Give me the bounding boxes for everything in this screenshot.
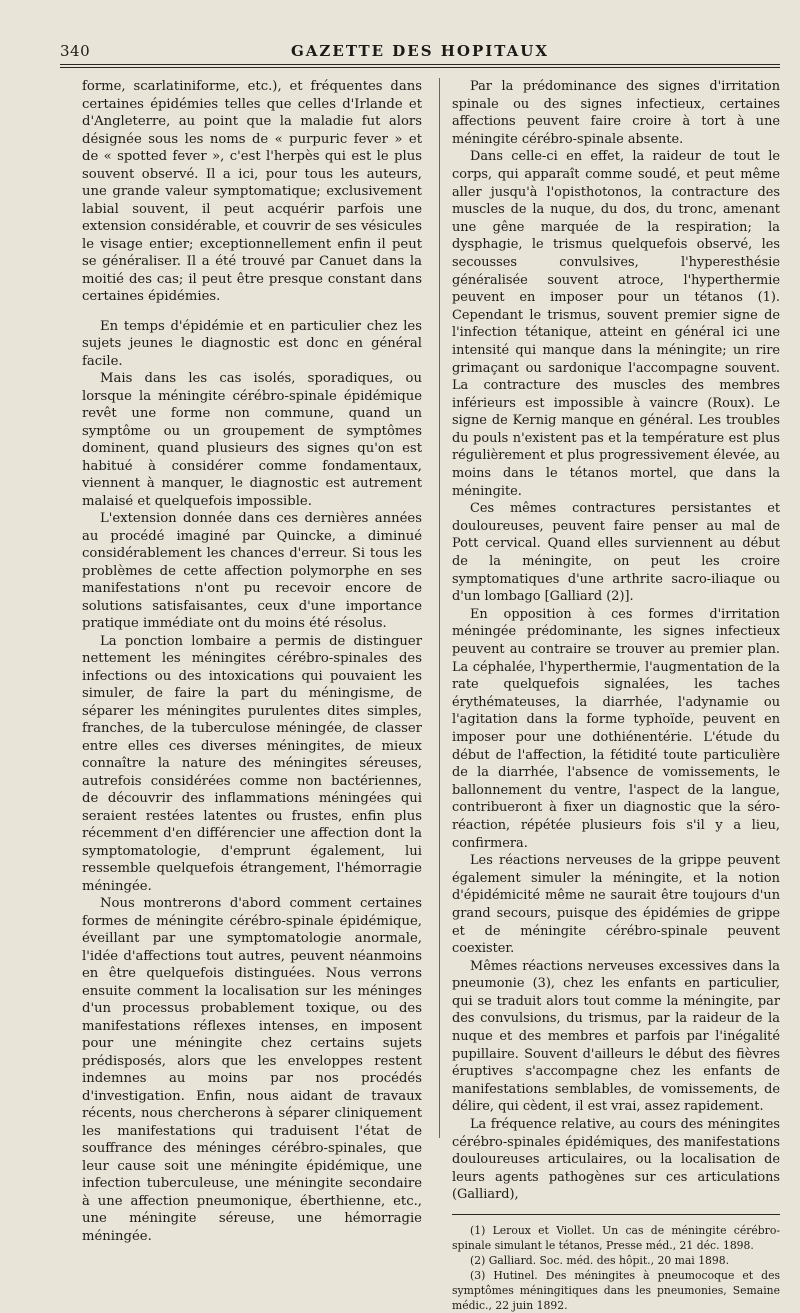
running-title: GAZETTE DES HOPITAUX bbox=[290, 42, 549, 60]
header-rule bbox=[60, 64, 780, 65]
footnote: (1) Leroux et Viollet. Un cas de méningite cérébro-spinale simulant le tétanos, Presse méd., 21 déc. 1898. bbox=[452, 1224, 780, 1252]
paragraph: En temps d'épidémie et en particulier chez les sujets jeunes le diagnostic est donc en général facile. bbox=[82, 318, 422, 369]
paragraph: Mêmes réactions nerveuses excessives dans la pneumonie (3), chez les enfants en particulier, qui se traduit alors tout comme la méningite, par des convulsions, du trismus, par la raideur de la nuque et des membres et parfois par l'inégalité pupillaire. Souvent d'ailleurs le début des fièvres éruptives s'accompagne chez les enfants de manifestations semblables, de vomissements, de délire, qui cèdent, il est vrai, assez rapidement. bbox=[452, 958, 780, 1115]
paragraph: Mais dans les cas isolés, sporadiques, ou lorsque la méningite cérébro-spinale épidémique revêt une forme non commune, quand un symptôme ou un groupement de symptômes dominent, quand plusieurs des signes qu'on est habitué à considérer comme fondamentaux, viennent à manquer, le diagnostic est autrement malaisé et quelquefois impossible. bbox=[82, 371, 422, 509]
footnote: (3) Hutinel. Des méningites à pneumocoque et des symptômes méningitiques dans les pneumonies, Semaine médic., 22 juin 1892. bbox=[452, 1269, 780, 1312]
footnote: (2) Galliard. Soc. méd. des hôpit., 20 mai 1898. bbox=[470, 1254, 730, 1267]
paragraph: L'extension donnée dans ces dernières années au procédé imaginé par Quincke, a diminué considérablement les chances d'erreur. Si tous les problèmes de cette affection polymorphe en ses manifestations n'ont pu recevoir encore de solutions satisfaisantes, ceux d'une importance pratique immédiate ont du moins été résolus. bbox=[82, 511, 422, 631]
running-header bbox=[60, 40, 780, 64]
left-column bbox=[82, 78, 422, 1245]
paragraph: La ponction lombaire a permis de distinguer nettement les méningites cérébro-spinales des infections ou des intoxications qui pouvaient les simuler, de faire la part du méningisme, de séparer les méningites purulentes dites simples, franches, de la tuberculose méningée, de classer entre elles ces diverses méningites, de mieux connaître la nature des méningites séreuses, autrefois considérées comme non bactériennes, de découvrir des inflammations méningées qui seraient restées latentes ou frustes, enfin plus récemment d'en différencier une affection dont la symptomatologie, d'emprunt également, lui ressemble quelquefois étrangement, l'hémorragie méningée. bbox=[82, 633, 422, 894]
paragraph: Ces mêmes contractures persistantes et douloureuses, peuvent faire penser au mal de Pott cervical. Quand elles surviennent au début de la méningite, on peut les croire symptomatiques d'une arthrite sacro-iliaque ou d'un lombago [Galliard (2)]. bbox=[452, 501, 780, 605]
footnote-rule bbox=[452, 1214, 780, 1215]
page-number: 340 bbox=[60, 42, 91, 60]
paragraph: La fréquence relative, au cours des méningites cérébro-spinales épidémiques, des manifestations douloureuses articulaires, ou la localisation de leurs agents pathogènes sur ces articulations (Galliard), bbox=[452, 1117, 780, 1203]
paragraph: Nous montrerons d'abord comment certaines formes de méningite cérébro-spinale épidémique, éveillant par une symptomatologie anormale, l'idée d'affections tout autres, peuvent néanmoins en être quelquefois distinguées. Nous verrons ensuite comment la localisation sur les méninges d'un processus probablement toxique, ou des manifestations réflexes intenses, en imposent pour une méningite chez certains sujets prédisposés, alors que les enveloppes restent indemnes au moins par nos procédés d'investigation. Enfin, nous aidant de travaux récents, nous chercherons à séparer cliniquement les manifestations qui traduisent l'état de souffrance des méninges cérébro-spinales, que leur cause soit une méningite épidémique, une infection tuberculeuse, une méningite secondaire à une affection pneumonique, éberthienne, etc., une méningite séreuse, une hémorragie méningée. bbox=[82, 896, 422, 1244]
right-column bbox=[452, 78, 780, 1313]
header-rule-double bbox=[60, 67, 780, 68]
column-divider bbox=[439, 78, 440, 1138]
paragraph: Dans celle-ci en effet, la raideur de tout le corps, qui apparaît comme soudé, et peut même aller jusqu'à l'opisthotonos, la contracture des muscles de la nuque, du dos, du tronc, amenant une gêne marquée de la respiration; la dysphagie, le trismus quelquefois observé, les secousses convulsives, l'hyperesthésie généralisée souvent atroce, l'hyperthermie peuvent en imposer pour un tétanos (1). Cependant le trismus, souvent premier signe de l'infection tétanique, atteint en général ici une intensité qui manque dans la méningite; un rire grimaçant ou sardonique l'accompagne souvent. La contracture des muscles des membres inférieurs est impossible à vaincre (Roux). Le signe de Kernig manque en général. Les troubles du pouls n'existent pas et la température est plus régulièrement et plus progressivement élevée, au moins dans le tétanos mortel, que dans la méningite. bbox=[452, 149, 780, 499]
paragraph: En opposition à ces formes d'irritation méningée prédominante, les signes infectieux peuvent au contraire se trouver au premier plan. La céphalée, l'hyperthermie, l'augmentation de la rate quelquefois signalées, les taches érythémateuses, la diarrhée, l'adynamie ou l'agitation dans la forme typhoïde, peuvent en imposer pour une dothiénentérie. L'étude du début de l'affection, la fétidité toute particulière de la diarrhée, l'absence de vomissements, le ballonnement du ventre, l'aspect de la langue, contribueront à fixer un diagnostic que la séro-réaction, répétée plusieurs fois s'il y a lieu, confirmera. bbox=[452, 606, 780, 851]
paragraph: Les réactions nerveuses de la grippe peuvent également simuler la méningite, et la notion d'épidémicité même ne saurait être toujours d'un grand secours, puisque des épidémies de grippe et de méningite cérébro-spinale peuvent coexister. bbox=[452, 853, 780, 957]
paragraph: Par la prédominance des signes d'irritation spinale ou des signes infectieux, certaines affections peuvent faire croire à tort à une méningite cérébro-spinale absente. bbox=[452, 79, 780, 147]
paragraph: forme, scarlatiniforme, etc.), et fréquentes dans certaines épidémies telles que celles d'Irlande et d'Angleterre, au point que la maladie fut alors désignée sous les noms de « purpuric fever » et de « spotted fever », c'est l'herpès qui est le plus souvent observé. Il a ici, pour tous les auteurs, une grande valeur symptomatique; exclusivement labial souvent, il peut acquérir parfois une extension considérable, et couvrir de ses vésicules le visage entier; exceptionnellement enfin il peut se généraliser. Il a été trouvé par Canuet dans la moitié des cas; il peut être presque constant dans certaines épidémies. bbox=[82, 79, 422, 304]
